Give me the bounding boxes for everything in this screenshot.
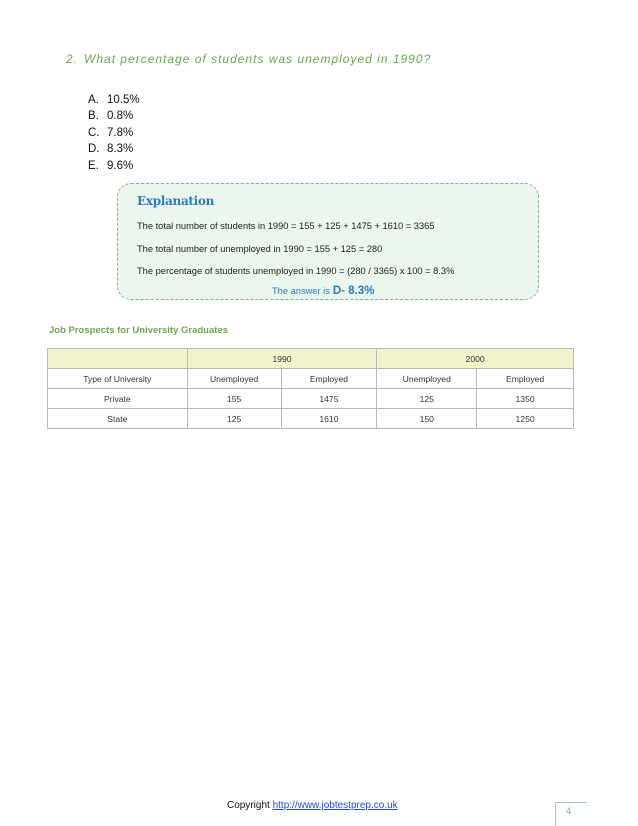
column-header: Employed: [477, 369, 574, 389]
option-letter: B.: [88, 110, 99, 123]
option-value: 9.6%: [107, 159, 134, 172]
question-text-block: [66, 52, 431, 66]
table-cell: 125: [187, 409, 281, 429]
table-cell: State: [48, 409, 188, 429]
table-corner-cell: [48, 349, 188, 369]
option-value: 10.5%: [107, 94, 140, 106]
table-cell: 150: [377, 409, 477, 429]
question-number: 2.: [66, 52, 79, 66]
table-cell: 1350: [477, 389, 574, 409]
answer-options: [88, 92, 140, 174]
explanation-title: Explanation: [137, 194, 215, 208]
year-header-1990: 1990: [187, 349, 377, 369]
column-header: Unemployed: [187, 369, 281, 389]
table-row: [48, 389, 574, 409]
table-header-row: [48, 369, 574, 389]
footer-copyright: [227, 800, 398, 811]
answer-value: D- 8.3%: [332, 285, 375, 297]
table-cell: Private: [48, 389, 188, 409]
option-letter: D.: [88, 143, 100, 156]
table-cell: 125: [377, 389, 477, 409]
table-row: [48, 409, 574, 429]
answer-line: [272, 285, 374, 297]
question-text: What percentage of students was unemployed in 1990?: [84, 52, 432, 66]
column-header: Type of University: [48, 369, 188, 389]
job-prospects-table: [47, 348, 574, 429]
option-b: [88, 108, 140, 124]
option-value: 0.8%: [107, 110, 134, 123]
answer-prefix: The answer is: [272, 286, 330, 296]
table-cell: 1610: [281, 409, 377, 429]
year-header-2000: 2000: [377, 349, 574, 369]
page-number: 4: [566, 806, 572, 817]
option-a: [88, 92, 140, 108]
table-cell: 1250: [477, 409, 574, 429]
option-c: [88, 125, 140, 141]
table-title: Job Prospects for University Graduates: [49, 325, 228, 336]
explanation-line-1: The total number of students in 1990 = 155 + 125 + 1475 + 1610 = 3365: [137, 221, 435, 231]
option-d: [88, 141, 140, 157]
copyright-link[interactable]: http://www.jobtestprep.co.uk: [272, 800, 398, 811]
explanation-line-3: The percentage of students unemployed in 1990 = (280 / 3365) x 100 = 8.3%: [137, 266, 455, 276]
explanation-line-2: The total number of unemployed in 1990 = 155 + 125 = 280: [137, 244, 383, 254]
column-header: Unemployed: [377, 369, 477, 389]
option-letter: C.: [88, 126, 100, 139]
page-number-rule-vertical: [555, 802, 556, 826]
table-cell: 1475: [281, 389, 377, 409]
table-cell: 155: [187, 389, 281, 409]
column-header: Employed: [281, 369, 377, 389]
option-letter: E.: [88, 159, 99, 172]
table-year-row: [48, 349, 574, 369]
option-value: 7.8%: [107, 126, 134, 139]
option-value: 8.3%: [107, 143, 134, 156]
option-letter: A.: [88, 94, 99, 106]
copyright-label: Copyright: [227, 800, 270, 811]
page-number-rule: [555, 802, 587, 803]
option-e: [88, 158, 140, 174]
